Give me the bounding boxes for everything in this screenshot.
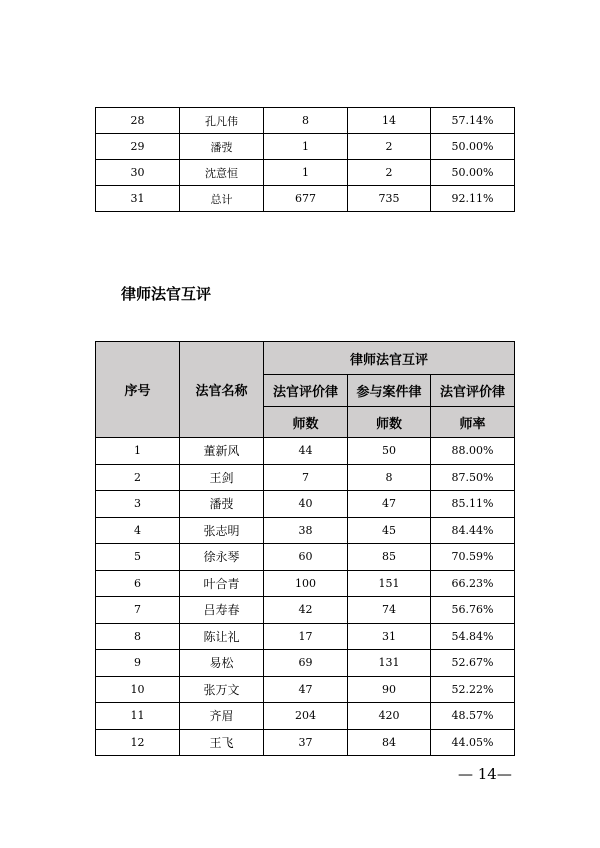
cell-evaluation-rate: 52.67% <box>431 650 515 677</box>
table-row <box>96 134 515 160</box>
cell-evaluation-rate: 57.14% <box>431 108 515 134</box>
table-row <box>96 676 515 703</box>
continuation-table <box>95 107 515 212</box>
cell-judge-name: 总计 <box>180 186 264 212</box>
cell-evaluating-lawyers: 69 <box>264 650 348 677</box>
cell-judge-name: 齐眉 <box>180 703 264 730</box>
cell-evaluation-rate: 84.44% <box>431 517 515 544</box>
cell-serial-number: 9 <box>96 650 180 677</box>
cell-participating-lawyers: 151 <box>348 570 431 597</box>
cell-evaluating-lawyers: 40 <box>264 491 348 518</box>
cell-participating-lawyers: 47 <box>348 491 431 518</box>
cell-participating-lawyers: 50 <box>348 438 431 465</box>
table-row <box>96 160 515 186</box>
cell-serial-number: 30 <box>96 160 180 186</box>
header-participating-lawyers-line1: 参与案件律 <box>348 375 431 407</box>
cell-participating-lawyers: 85 <box>348 544 431 571</box>
cell-participating-lawyers: 2 <box>348 160 431 186</box>
cell-serial-number: 11 <box>96 703 180 730</box>
cell-participating-lawyers: 420 <box>348 703 431 730</box>
cell-judge-name: 易松 <box>180 650 264 677</box>
header-judge-name: 法官名称 <box>180 342 264 438</box>
cell-serial-number: 7 <box>96 597 180 624</box>
table-row <box>96 650 515 677</box>
cell-participating-lawyers: 735 <box>348 186 431 212</box>
table-row <box>96 491 515 518</box>
cell-judge-name: 张万文 <box>180 676 264 703</box>
cell-participating-lawyers: 131 <box>348 650 431 677</box>
table-row <box>96 544 515 571</box>
cell-evaluation-rate: 44.05% <box>431 729 515 756</box>
cell-evaluation-rate: 85.11% <box>431 491 515 518</box>
cell-evaluation-rate: 92.11% <box>431 186 515 212</box>
header-participating-lawyers-line2: 师数 <box>348 407 431 438</box>
cell-judge-name: 董新风 <box>180 438 264 465</box>
cell-participating-lawyers: 45 <box>348 517 431 544</box>
cell-evaluating-lawyers: 37 <box>264 729 348 756</box>
cell-judge-name: 王剑 <box>180 464 264 491</box>
cell-evaluating-lawyers: 100 <box>264 570 348 597</box>
cell-judge-name: 潘弢 <box>180 491 264 518</box>
cell-judge-name: 吕寿春 <box>180 597 264 624</box>
table-row <box>96 464 515 491</box>
cell-participating-lawyers: 74 <box>348 597 431 624</box>
cell-serial-number: 10 <box>96 676 180 703</box>
cell-evaluation-rate: 66.23% <box>431 570 515 597</box>
cell-evaluation-rate: 56.76% <box>431 597 515 624</box>
cell-participating-lawyers: 14 <box>348 108 431 134</box>
cell-judge-name: 沈意恒 <box>180 160 264 186</box>
header-evaluation-rate-line2: 师率 <box>431 407 515 438</box>
cell-evaluation-rate: 52.22% <box>431 676 515 703</box>
cell-judge-name: 张志明 <box>180 517 264 544</box>
cell-evaluating-lawyers: 60 <box>264 544 348 571</box>
cell-serial-number: 8 <box>96 623 180 650</box>
cell-evaluation-rate: 54.84% <box>431 623 515 650</box>
evaluation-table-body <box>96 438 515 756</box>
cell-evaluating-lawyers: 1 <box>264 134 348 160</box>
cell-serial-number: 2 <box>96 464 180 491</box>
header-evaluation-rate-line1: 法官评价律 <box>431 375 515 407</box>
cell-evaluating-lawyers: 8 <box>264 108 348 134</box>
cell-evaluating-lawyers: 204 <box>264 703 348 730</box>
table-row <box>96 570 515 597</box>
cell-participating-lawyers: 2 <box>348 134 431 160</box>
table-header <box>96 342 515 438</box>
cell-participating-lawyers: 31 <box>348 623 431 650</box>
header-serial-number: 序号 <box>96 342 180 438</box>
cell-participating-lawyers: 84 <box>348 729 431 756</box>
cell-evaluation-rate: 88.00% <box>431 438 515 465</box>
table-row <box>96 186 515 212</box>
cell-evaluating-lawyers: 7 <box>264 464 348 491</box>
cell-evaluating-lawyers: 1 <box>264 160 348 186</box>
cell-serial-number: 3 <box>96 491 180 518</box>
header-evaluating-lawyers-line1: 法官评价律 <box>264 375 348 407</box>
cell-evaluating-lawyers: 42 <box>264 597 348 624</box>
cell-evaluation-rate: 48.57% <box>431 703 515 730</box>
cell-judge-name: 徐永琴 <box>180 544 264 571</box>
table-row <box>96 597 515 624</box>
cell-participating-lawyers: 90 <box>348 676 431 703</box>
cell-evaluation-rate: 87.50% <box>431 464 515 491</box>
cell-serial-number: 29 <box>96 134 180 160</box>
table-row <box>96 108 515 134</box>
cell-serial-number: 5 <box>96 544 180 571</box>
cell-serial-number: 31 <box>96 186 180 212</box>
cell-judge-name: 潘弢 <box>180 134 264 160</box>
cell-evaluation-rate: 50.00% <box>431 160 515 186</box>
table-row <box>96 729 515 756</box>
cell-serial-number: 28 <box>96 108 180 134</box>
header-group-mutual-evaluation: 律师法官互评 <box>264 342 515 375</box>
header-evaluating-lawyers-line2: 师数 <box>264 407 348 438</box>
table-row <box>96 438 515 465</box>
cell-evaluating-lawyers: 44 <box>264 438 348 465</box>
continuation-table-body <box>96 108 515 212</box>
cell-serial-number: 12 <box>96 729 180 756</box>
cell-evaluating-lawyers: 47 <box>264 676 348 703</box>
cell-evaluating-lawyers: 38 <box>264 517 348 544</box>
cell-judge-name: 王飞 <box>180 729 264 756</box>
cell-participating-lawyers: 8 <box>348 464 431 491</box>
cell-judge-name: 陈让礼 <box>180 623 264 650</box>
cell-serial-number: 4 <box>96 517 180 544</box>
cell-evaluating-lawyers: 17 <box>264 623 348 650</box>
cell-serial-number: 1 <box>96 438 180 465</box>
cell-judge-name: 孔凡伟 <box>180 108 264 134</box>
table-row <box>96 623 515 650</box>
cell-evaluation-rate: 50.00% <box>431 134 515 160</box>
table-row <box>96 703 515 730</box>
cell-evaluation-rate: 70.59% <box>431 544 515 571</box>
cell-serial-number: 6 <box>96 570 180 597</box>
table-row <box>96 517 515 544</box>
cell-judge-name: 叶合青 <box>180 570 264 597</box>
cell-evaluating-lawyers: 677 <box>264 186 348 212</box>
lawyer-judge-evaluation-table <box>95 341 515 756</box>
page-number: — 14— <box>458 765 512 783</box>
section-heading: 律师法官互评 <box>121 285 212 303</box>
